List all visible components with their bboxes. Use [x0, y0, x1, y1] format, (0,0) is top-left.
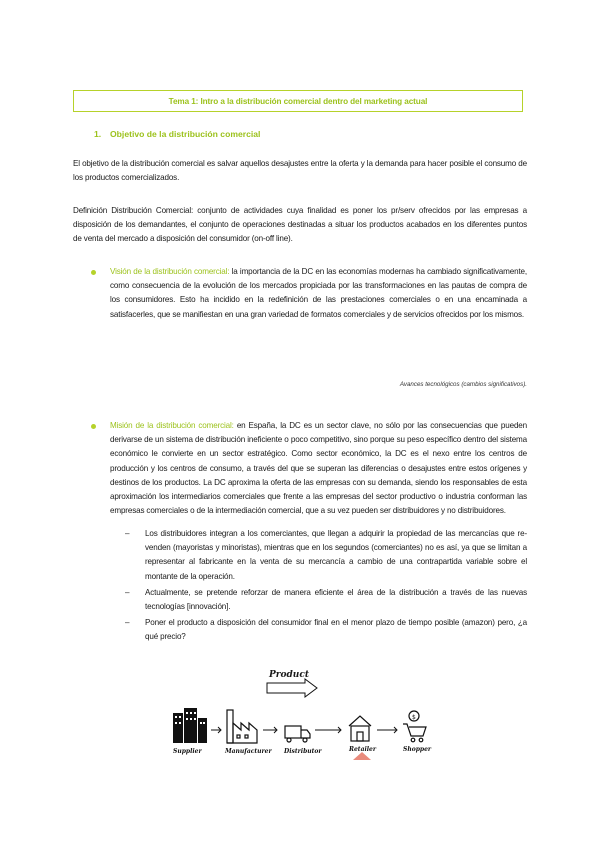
dollar-icon: $	[412, 714, 416, 721]
section-heading	[94, 129, 260, 139]
bullet-text: la importancia de la DC en las economías modernas ha cambiado significativamente, como consecuencia de la evolución de los mercados propiciada por las transformaciones en las pautas de compra de los consumidores. Esto ha incidido en la redefinición de las prestaciones comerciales o en una encaminada a satisfacerles, que se manifiestan en una gran variedad de formatos comerciales y de servicios ofrecidos por los mismos.	[110, 267, 527, 319]
dash-text: Actualmente, se pretende reforzar de manera eficiente el área de la distribución a través de las nuevas tecnologías [innovación].	[145, 587, 527, 612]
product-flow-label: Product	[269, 670, 309, 680]
stage-label-retailer: Retailer	[349, 746, 376, 753]
intro-text: El objetivo de la distribución comercial es salvar aquellos desajustes entre la oferta y la demanda para hacer posible el consumo de los productos comercializados.	[73, 159, 527, 183]
document-title: Tema 1: Intro a la distribución comercial dentro del marketing actual	[168, 96, 428, 106]
dash-list	[125, 527, 527, 647]
dash-text: Poner el producto a disposición del consumidor final en el menor plazo de tiempo posible (amazon) pero, ¿a qué precio?	[145, 618, 527, 642]
supplier-icon	[173, 708, 207, 743]
side-note: Avances tecnológicos (cambios significativos).	[399, 381, 527, 388]
dash-marker: –	[125, 529, 130, 538]
section-number: 1.	[94, 129, 102, 139]
bullet-mission	[110, 419, 527, 518]
arrow-icon	[377, 727, 397, 733]
distributor-icon	[285, 726, 310, 742]
arrow-icon	[315, 727, 341, 733]
bullet-text: en España, la DC es un sector clave, no sólo por las consecuencias que pueden derivarse de un sistema de distribución ineficiente o poco competitivo, sino porque su peso específico dentro del sistema económico le convierte en un sector estratégico. Como sector económico, la DC es el nexo entre los centros de producción y los centros de consumo, a través del que se superan las diferencias o desajustes entre estos orígenes y destinos de los productos. La DC aproxima la oferta de las empresas con su demanda, siendo los responsables de esta aproximación los intermediarios comerciales que frente a las empresas del sector productivo o industria conforman las empresas comerciales o de la intermediación comercial, que a su vez pueden ser distribuidores y no distribuidores.	[110, 421, 527, 516]
dash-marker: –	[125, 618, 130, 628]
stage-label-distributor: Distributor	[284, 748, 322, 755]
stage-label-supplier: Supplier	[173, 748, 202, 755]
arrow-icon	[211, 727, 221, 733]
dash-item	[125, 616, 527, 644]
definition-paragraph	[73, 204, 527, 247]
manufacturer-icon	[227, 710, 257, 743]
bullet-dot	[91, 424, 96, 429]
supply-chain-diagram	[165, 668, 445, 763]
arrow-icon	[263, 727, 277, 733]
bullet-dot	[91, 270, 96, 275]
intro-paragraph	[73, 157, 527, 185]
bullet-vision	[110, 265, 527, 322]
definition-text: Definición Distribución Comercial: conjunto de actividades cuya finalidad es poner los pr/serv ofrecidos por las empresas a disposición de los demandantes, el conjunto de operaciones destinadas a situar los productos acabados en los diferentes puntos de venta del mercado a disposición del consumidor (on-off line).	[73, 206, 527, 244]
dash-marker: –	[125, 587, 130, 597]
retailer-icon	[349, 716, 371, 741]
dash-item	[125, 527, 527, 584]
stage-label-shopper: Shopper	[403, 746, 432, 753]
bullet-lead: Misión de la distribución comercial:	[110, 421, 234, 430]
dash-text: Los distribuidores integran a los comerciantes, que llegan a adquirir la propiedad de las mercancías que re-venden (mayoristas y minoristas), mientras que en los segundos (comerciantes) no es así, ya que se limitan a representar al fabricante en la venta de su mercancía a cambio de una contrapartida variable sobre el montante de la operación.	[145, 529, 527, 581]
product-arrow-icon	[267, 679, 317, 697]
retailer-accent	[353, 752, 371, 760]
dash-item	[125, 586, 527, 614]
title-box	[73, 90, 523, 112]
section-title: Objetivo de la distribución comercial	[110, 129, 261, 139]
bullet-lead: Visión de la distribución comercial:	[110, 267, 230, 276]
stage-label-manufacturer: Manufacturer	[225, 748, 272, 755]
